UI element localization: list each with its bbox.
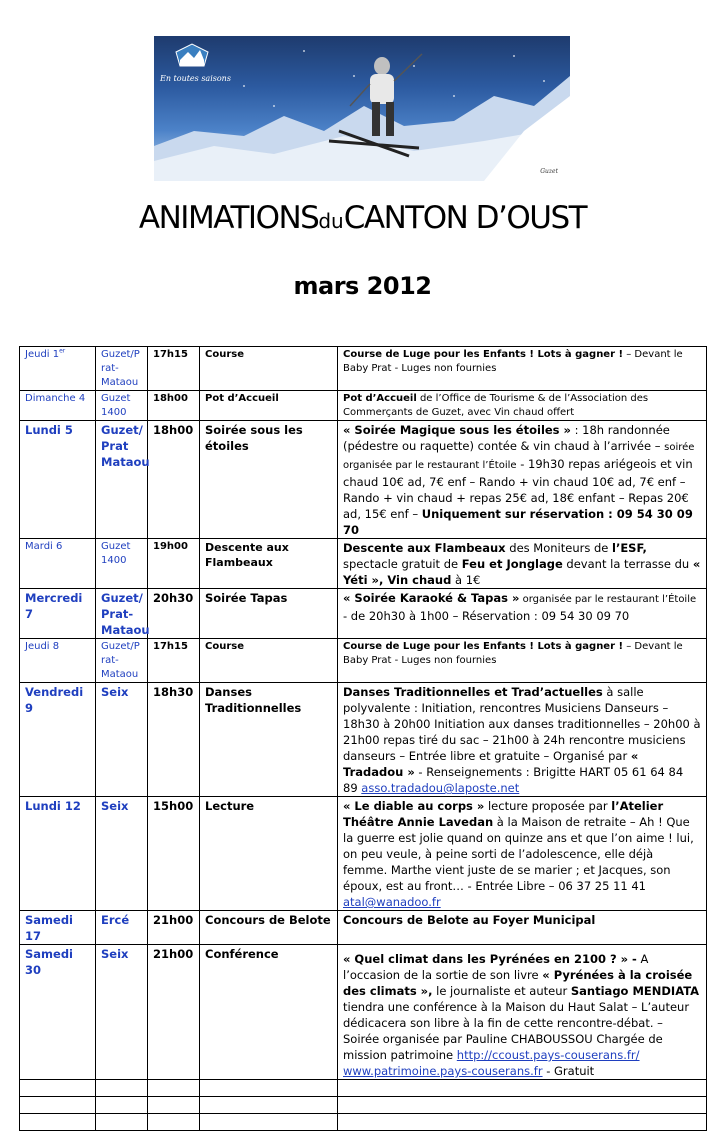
events-table: [19, 346, 707, 1131]
table-row: [20, 639, 707, 683]
event-activity: Lecture: [200, 797, 338, 911]
table-row-empty: [20, 1114, 707, 1131]
event-place: Guzet 1400: [96, 539, 148, 589]
event-activity: Soirée Tapas: [200, 589, 338, 639]
event-description: « Quel climat dans les Pyrénées en 2100 ? » - A l’occasion de la sortie de son livre « Pyrénées à la croisée des climats », le journaliste et auteur Santiago MENDIATA tiendra une conférence à la Maison du Haut Salat – L’auteur dédicacera son libre à la fin de cette rencontre-débat. – Soirée organisée par Pauline CHABOUSSOU Chargée de mission patrimoine http://ccoust.pays-couserans.fr/ www.patrimoine.pays-couserans.fr - Gratuit: [338, 945, 707, 1080]
event-place: Guzet/P rat-Mataou: [96, 639, 148, 683]
table-row: [20, 797, 707, 911]
event-activity: Descente aux Flambeaux: [200, 539, 338, 589]
email-link[interactable]: asso.tradadou@laposte.net: [361, 781, 520, 795]
event-place: Seix: [96, 797, 148, 911]
event-activity: Course: [200, 639, 338, 683]
event-place: Guzet/ Prat Mataou: [96, 421, 148, 539]
event-description: « Soirée Magique sous les étoiles » : 18h randonnée (pédestre ou raquette) contée & vin chaud à l’arrivée – soirée organisée par le restaurant l’Étoile - 19h30 repas ariégeois et vin chaud 10€ ad, 7€ enf – Rando + vin chaud 10€ ad, 7€ enf – Rando + vin chaud + repas 25€ ad, 18€ enfant – Repas 20€ ad, 15€ enf – Uniquement sur réservation : 09 54 30 09 70: [338, 421, 707, 539]
event-day: Mercredi 7: [20, 589, 96, 639]
event-description: Danses Traditionnelles et Trad’actuelles à salle polyvalente : Initiation, rencontres Musiciens Danseurs – 18h30 à 20h00 Initiation aux danses traditionnelles – 20h00 à 21h00 repas tiré du sac – 21h00 à 24h rencontre musiciens danseurs – Entrée libre et gratuite – Organisé par « Tradadou » - Renseignements : Brigitte HART 05 61 64 84 89 asso.tradadou@laposte.net: [338, 683, 707, 797]
event-place: Ercé: [96, 911, 148, 945]
table-row-empty: [20, 1097, 707, 1114]
event-activity: Course: [200, 347, 338, 391]
event-time: 21h00: [148, 945, 200, 1080]
page-subtitle: mars 2012: [293, 272, 432, 300]
event-time: 20h30: [148, 589, 200, 639]
event-description: « Soirée Karaoké & Tapas » organisée par le restaurant l’Étoile - de 20h30 à 1h00 – Réservation : 09 54 30 09 70: [338, 589, 707, 639]
event-place: Guzet/P rat-Mataou: [96, 347, 148, 391]
event-day: Samedi 17: [20, 911, 96, 945]
event-day: Lundi 12: [20, 797, 96, 911]
event-description: Course de Luge pour les Enfants ! Lots à gagner ! – Devant le Baby Prat - Luges non fournies: [338, 639, 707, 683]
event-activity: Concours de Belote: [200, 911, 338, 945]
event-day: Vendredi 9: [20, 683, 96, 797]
table-row: [20, 589, 707, 639]
event-time: 15h00: [148, 797, 200, 911]
event-place: Guzet/ Prat-Mataou: [96, 589, 148, 639]
title-du: du: [318, 209, 344, 233]
table-row: [20, 347, 707, 391]
event-activity: Soirée sous les étoiles: [200, 421, 338, 539]
banner-credit: Guzet: [540, 168, 558, 175]
header-banner-image: [154, 36, 570, 181]
event-time: 21h00: [148, 911, 200, 945]
title-part-2: CANTON D’OUST: [343, 200, 587, 236]
event-time: 17h15: [148, 639, 200, 683]
title-part-1: ANIMATIONS: [138, 200, 319, 236]
event-day: Dimanche 4: [20, 391, 96, 421]
haut-couserans-logo: [176, 44, 208, 66]
event-description: Pot d’Accueil de l’Office de Tourisme & de l’Association des Commerçants de Guzet, avec Vin chaud offert: [338, 391, 707, 421]
table-row-empty: [20, 1080, 707, 1097]
email-link[interactable]: atal@wanadoo.fr: [343, 895, 441, 909]
event-description: Concours de Belote au Foyer Municipal: [338, 911, 707, 945]
event-place: Seix: [96, 945, 148, 1080]
page-title: [0, 200, 725, 236]
event-place: Guzet 1400: [96, 391, 148, 421]
event-description: Descente aux Flambeaux des Moniteurs de l’ESF, spectacle gratuit de Feu et Jonglage devant la terrasse du « Yéti », Vin chaud à 1€: [338, 539, 707, 589]
event-activity: Conférence: [200, 945, 338, 1080]
event-day: Jeudi 8: [20, 639, 96, 683]
event-time: 17h15: [148, 347, 200, 391]
table-row: [20, 421, 707, 539]
event-place: Seix: [96, 683, 148, 797]
event-time: 19h00: [148, 539, 200, 589]
event-activity: Danses Traditionnelles: [200, 683, 338, 797]
banner-tagline: En toutes saisons: [160, 74, 231, 83]
event-time: 18h00: [148, 421, 200, 539]
table-row: [20, 945, 707, 1080]
event-activity: Pot d’Accueil: [200, 391, 338, 421]
table-row: [20, 539, 707, 589]
table-row: [20, 683, 707, 797]
event-day: Samedi 30: [20, 945, 96, 1080]
website-link[interactable]: http://ccoust.pays-couserans.fr/: [456, 1048, 640, 1062]
event-day: Jeudi 1er: [20, 347, 96, 391]
event-description: « Le diable au corps » lecture proposée par l’Atelier Théâtre Annie Lavedan à la Maison de retraite – Ah ! Que la guerre est jolie quand on quinze ans et que l’on aime ! lui, on peu veule, à peine sorti de l’adolescence, elle déjà femme. Marthe vient juste de se marier ; et Jacques, son époux, est au front… - Entrée Libre – 06 37 25 11 41 atal@wanadoo.fr: [338, 797, 707, 911]
table-row: [20, 911, 707, 945]
event-time: 18h00: [148, 391, 200, 421]
website-link-2[interactable]: www.patrimoine.pays-couserans.fr: [343, 1064, 543, 1078]
event-description: Course de Luge pour les Enfants ! Lots à gagner ! – Devant le Baby Prat - Luges non fournies: [338, 347, 707, 391]
table-row: [20, 391, 707, 421]
event-time: 18h30: [148, 683, 200, 797]
event-day: Lundi 5: [20, 421, 96, 539]
event-day: Mardi 6: [20, 539, 96, 589]
